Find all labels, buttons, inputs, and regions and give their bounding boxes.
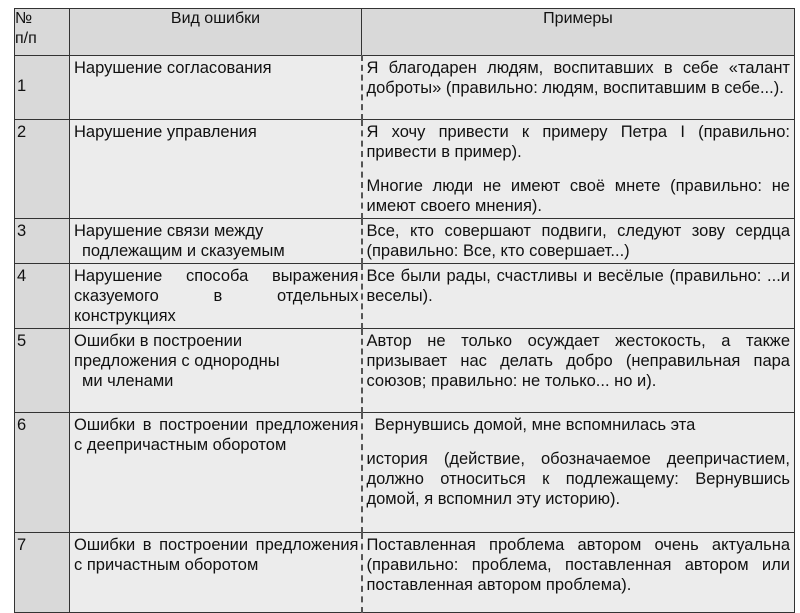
table-row xyxy=(15,219,795,264)
row-number: 3 xyxy=(17,222,27,240)
error-type-cell xyxy=(70,120,362,219)
error-type-cell xyxy=(70,219,362,264)
row-number-cell xyxy=(15,264,70,329)
examples-cell xyxy=(362,264,795,329)
error-type-text: предложения с однородны xyxy=(74,352,280,370)
row-number-cell xyxy=(15,120,70,219)
example-text: Поставленная проблема автором очень актуальна (правильно: проблема, поставленная автором или поставленная автором проблема). xyxy=(366,536,790,594)
error-type-text: ми членами xyxy=(82,372,174,390)
example-text: Я хочу привести к примеру Петра I (правильно: привести в пример). xyxy=(366,123,790,161)
row-number: 2 xyxy=(17,123,27,141)
table-row xyxy=(15,120,795,219)
error-type-text: Нарушение управления xyxy=(74,123,257,141)
error-type-text: Нарушение способа выражения сказуемого в отдельных конструкциях xyxy=(74,267,359,325)
row-number: 4 xyxy=(17,267,27,285)
table-header-row xyxy=(15,9,795,56)
error-type-cell xyxy=(70,413,362,533)
error-type-cell xyxy=(70,56,362,120)
table-row xyxy=(15,329,795,413)
example-text: Все были рады, счастливы и весёлые (правильно: ...и веселы). xyxy=(366,267,790,305)
examples-cell xyxy=(362,120,795,219)
row-number-cell xyxy=(15,533,70,613)
example-text: Автор не только осуждает жестокость, а также призывает нас делать добро (неправильная пара союзов; правильно: не только... но и). xyxy=(366,332,790,390)
error-type-text: Нарушение согласования xyxy=(74,59,272,77)
column-header-error-type: Вид ошибки xyxy=(70,9,362,56)
row-number-cell xyxy=(15,413,70,533)
error-type-cell xyxy=(70,329,362,413)
header-num-line2: п/п xyxy=(15,30,37,47)
examples-cell xyxy=(362,219,795,264)
row-number-cell xyxy=(15,56,70,120)
error-type-text: подлежащим и сказуемым xyxy=(82,242,285,260)
examples-cell xyxy=(362,533,795,613)
example-text: история (действие, обозначаемое деепричастием, должно относиться к подлежащему: Вернувшись домой, я вспомнил эту историю). xyxy=(366,450,790,508)
error-type-text: Ошибки в построении xyxy=(74,332,243,350)
example-text: Все, кто совершают подвиги, следуют зову сердца (правильно: Все, кто совершает...) xyxy=(366,222,790,260)
table-row xyxy=(15,264,795,329)
examples-cell xyxy=(362,413,795,533)
header-num-line1: № xyxy=(15,10,33,27)
error-type-text: Нарушение связи между xyxy=(74,222,264,240)
row-number: 6 xyxy=(17,416,27,434)
example-text: Вернувшись домой, мне вспомнилась эта xyxy=(374,416,696,434)
row-number-cell xyxy=(15,219,70,264)
error-type-cell xyxy=(70,533,362,613)
column-header-number xyxy=(15,9,70,56)
examples-cell xyxy=(362,56,795,120)
error-type-cell xyxy=(70,264,362,329)
table-row xyxy=(15,56,795,120)
row-number-cell xyxy=(15,329,70,413)
error-type-text: Ошибки в построении предложения с деепричастным оборотом xyxy=(74,416,359,454)
row-number: 1 xyxy=(17,77,27,95)
example-text: Я благодарен людям, воспитавших в себе «талант доброты» (правильно: людям, воспитавшим в себе...). xyxy=(366,59,790,97)
column-header-examples: Примеры xyxy=(362,9,795,56)
examples-cell xyxy=(362,329,795,413)
error-type-text: Ошибки в построении предложения с причастным оборотом xyxy=(74,536,359,574)
errors-table xyxy=(14,8,795,613)
example-text: Многие люди не имеют своё мнете (правильно: не имеют своего мнения). xyxy=(366,177,790,215)
table-row xyxy=(15,413,795,533)
table-row xyxy=(15,533,795,613)
row-number: 5 xyxy=(17,332,27,350)
row-number: 7 xyxy=(17,536,27,554)
